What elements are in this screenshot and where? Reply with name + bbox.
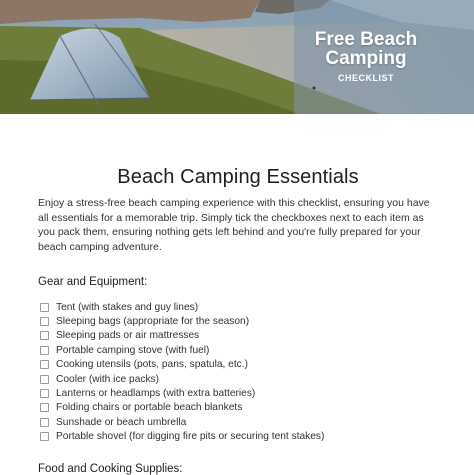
checklist-item bbox=[40, 314, 324, 328]
checkbox[interactable] bbox=[40, 360, 49, 369]
checkbox[interactable] bbox=[40, 346, 49, 355]
gear-checklist bbox=[40, 300, 324, 444]
checklist-item bbox=[40, 343, 324, 357]
checklist-item-label: Lanterns or headlamps (with extra batteries) bbox=[56, 388, 256, 400]
section-heading-gear: Gear and Equipment: bbox=[38, 276, 148, 288]
checklist-item-label: Tent (with stakes and guy lines) bbox=[56, 301, 199, 313]
checklist-item bbox=[40, 415, 324, 429]
checkbox[interactable] bbox=[40, 403, 49, 412]
checkbox[interactable] bbox=[40, 432, 49, 441]
checklist-item bbox=[40, 358, 324, 372]
checklist-item-label: Folding chairs or portable beach blankets bbox=[56, 402, 243, 414]
checkbox[interactable] bbox=[40, 418, 49, 427]
section-heading-food: Food and Cooking Supplies: bbox=[38, 463, 183, 475]
hero-banner bbox=[0, 0, 474, 114]
checklist-item bbox=[40, 372, 324, 386]
checklist-item bbox=[40, 300, 324, 314]
checklist-item-label: Cooking utensils (pots, pans, spatula, etc.) bbox=[56, 359, 248, 371]
checklist-item-label: Sleeping bags (appropriate for the season) bbox=[56, 316, 250, 328]
checklist-item-label: Portable camping stove (with fuel) bbox=[56, 344, 210, 356]
checklist-item-label: Sleeping pads or air mattresses bbox=[56, 330, 200, 342]
checklist-item bbox=[40, 430, 324, 444]
checkbox[interactable] bbox=[40, 303, 49, 312]
page-title: Beach Camping Essentials bbox=[117, 166, 359, 188]
checklist-item-label: Sunshade or beach umbrella bbox=[56, 416, 187, 428]
checklist-item-label: Portable shovel (for digging fire pits or securing tent stakes) bbox=[56, 431, 325, 443]
intro-paragraph: Enjoy a stress-free beach camping experience with this checklist, ensuring you have all essentials for a memorable trip. Simply tick the checkboxes next to each item as you pack them, ensuring nothing gets left behind and you're fully prepared for your beach camping adventure. bbox=[38, 197, 430, 253]
checklist-item bbox=[40, 386, 324, 400]
hero-title bbox=[300, 30, 432, 68]
checklist-item bbox=[40, 401, 324, 415]
hero-title-line1: Free Beach bbox=[314, 29, 418, 50]
checkbox[interactable] bbox=[40, 375, 49, 384]
checklist-item-label: Cooler (with ice packs) bbox=[56, 373, 160, 385]
hero-title-line2: Camping bbox=[325, 48, 407, 69]
hero-subtitle: CHECKLIST bbox=[338, 73, 394, 83]
checkbox[interactable] bbox=[40, 331, 49, 340]
checkbox[interactable] bbox=[40, 389, 49, 398]
checklist-item bbox=[40, 329, 324, 343]
checkbox[interactable] bbox=[40, 317, 49, 326]
